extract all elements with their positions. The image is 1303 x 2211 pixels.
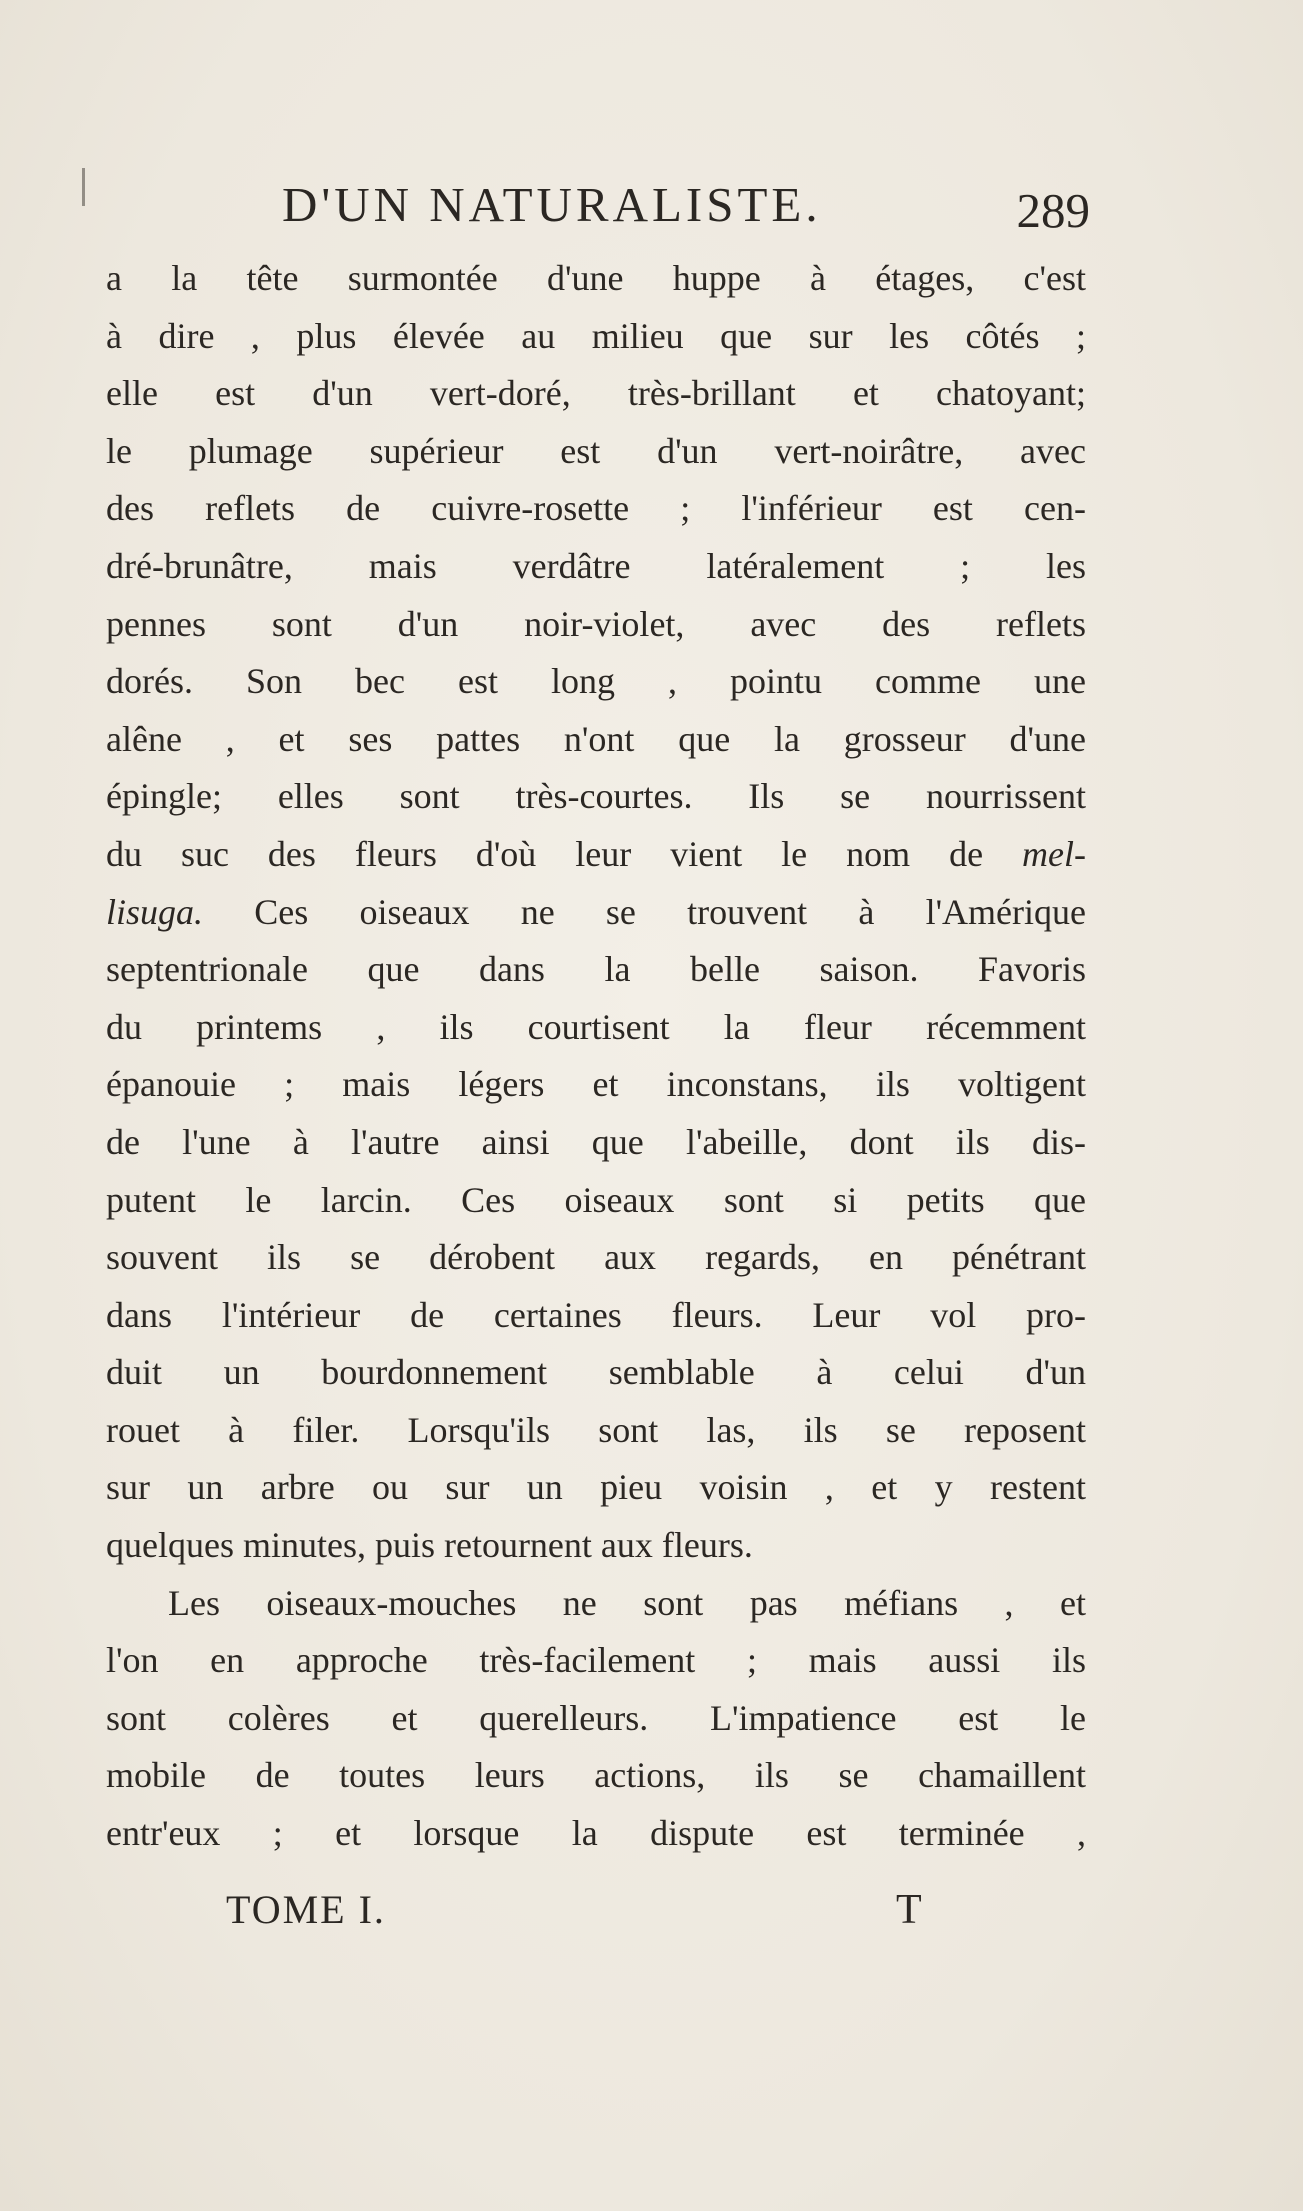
text-line: entr'eux ; et lorsque la dispute est terminée , <box>106 1813 1086 1854</box>
running-title: D'UN NATURALISTE. <box>282 177 822 232</box>
text-line: dans l'intérieur de certaines fleurs. Leur vol pro- <box>106 1294 1086 1335</box>
text-line: à dire , plus élevée au milieu que sur les côtés ; <box>106 315 1086 356</box>
text-line: épanouie ; mais légers et inconstans, ils voltigent <box>106 1064 1086 1105</box>
page-footer <box>106 1880 1086 1940</box>
text-line: alêne , et ses pattes n'ont que la grosseur d'une <box>106 718 1086 759</box>
text-line: rouet à filer. Lorsqu'ils sont las, ils se reposent <box>106 1409 1086 1450</box>
text-line: quelques minutes, puis retournent aux fleurs. <box>106 1525 753 1566</box>
signature-mark: T <box>896 1887 922 1933</box>
text-line: duit un bourdonnement semblable à celui d'un <box>106 1352 1086 1393</box>
text-line: pennes sont d'un noir-violet, avec des reflets <box>106 603 1086 644</box>
text-line: du printems , ils courtisent la fleur récemment <box>106 1006 1086 1047</box>
margin-mark <box>82 168 85 206</box>
text-line: mobile de toutes leurs actions, ils se chamaillent <box>106 1755 1086 1796</box>
text-line: elle est d'un vert-doré, très-brillant et chatoyant; <box>106 373 1086 414</box>
volume-signature: TOME I. <box>226 1887 386 1932</box>
text-line: septentrionale que dans la belle saison. Favoris <box>106 949 1086 990</box>
text-line: sont colères et querelleurs. L'impatience est le <box>106 1697 1086 1738</box>
text-line: épingle; elles sont très-courtes. Ils se nourrissent <box>106 776 1086 817</box>
text-line: dorés. Son bec est long , pointu comme une <box>106 661 1086 702</box>
page-header <box>106 170 1096 240</box>
body-text <box>106 250 1086 1863</box>
text-line: dré-brunâtre, mais verdâtre latéralement ; les <box>106 545 1086 586</box>
text-line-with-italic <box>106 884 1086 942</box>
text-line-with-italic <box>106 826 1086 884</box>
text-line: souvent ils se dérobent aux regards, en pénétrant <box>106 1237 1086 1278</box>
paragraph-start-line: Les oiseaux-mouches ne sont pas méfians , et <box>168 1582 1086 1623</box>
text-line-part: Ces oiseaux ne se trouvent à l'Amérique <box>254 891 1087 932</box>
page-number: 289 <box>1016 183 1090 238</box>
text-line-part: du suc des fleurs d'où leur vient le nom de <box>106 833 984 874</box>
text-line: le plumage supérieur est d'un vert-noirâtre, avec <box>106 430 1086 471</box>
text-line: des reflets de cuivre-rosette ; l'inférieur est cen- <box>106 488 1086 529</box>
text-line: sur un arbre ou sur un pieu voisin , et y restent <box>106 1467 1086 1508</box>
text-line: a la tête surmontée d'une huppe à étages, c'est <box>106 258 1086 298</box>
text-line: l'on en approche très-facilement ; mais aussi ils <box>106 1640 1086 1681</box>
text-line: de l'une à l'autre ainsi que l'abeille, dont ils dis- <box>106 1121 1086 1162</box>
text-line: putent le larcin. Ces oiseaux sont si petits que <box>106 1179 1086 1220</box>
italic-word-start: mel- <box>1022 833 1086 874</box>
italic-word-end: lisuga. <box>106 891 204 932</box>
